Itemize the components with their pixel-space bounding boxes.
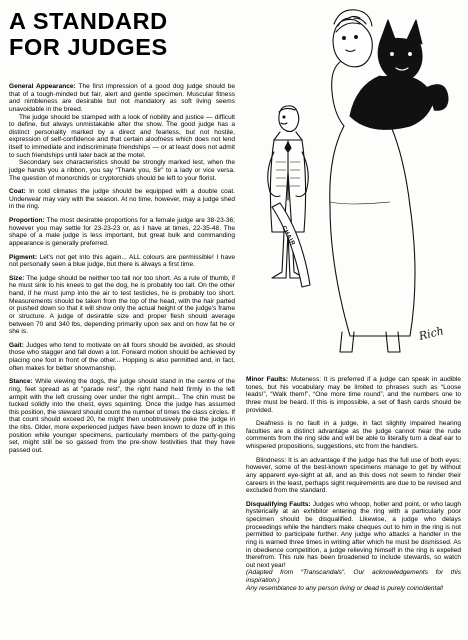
lead-minor-faults: Minor Faults: (246, 376, 289, 383)
footnote-adapted: (Adapted from “Transcandals”. Our acknowledgements for this inspiration.) (246, 569, 461, 584)
lead-size: Size: (9, 274, 25, 282)
lead-stance: Stance: (9, 378, 33, 386)
paragraph-size (9, 275, 235, 336)
right-column-text (246, 376, 461, 592)
paragraph-pigment (9, 254, 235, 269)
paragraph-general-appearance (9, 83, 235, 114)
article-headline (9, 8, 214, 60)
paragraph-minor-faults (246, 376, 461, 414)
headline-line-1: A STANDARD (9, 8, 168, 34)
artist-signature: Rich (417, 324, 446, 343)
paragraph-disqualifying-faults (246, 501, 461, 570)
footnote-disclaimer: Any resemblance to any person living or dead is purely coincidental! (246, 584, 444, 592)
paragraph-stance (9, 378, 235, 454)
text-nobility: The judge should be stamped with a look of nobility and justice — difficult to define, but always unmistakable after the show. The good judge has a distinct personality marked by a direct and fearless, but not hostile, expression of self-confidence and that certain aloofness which does not lend itself to immediate and indiscriminate friendships — or at least does not admit to such friendships until later back at the motel. (9, 113, 235, 159)
text-gait: Judges who tend to motivate on all fours should be avoided, as should those who stagger and fall down a lot. Forward motion should be achieved by placing one foot in front of the other... Hopping is also permitted and, in fact, often makes for better showmanship. (9, 341, 235, 372)
lead-disqualifying-faults: Disqualifying Faults: (246, 500, 311, 508)
text-coat: In cold climates the judge should be equipped with a double coat. Underwear may vary with the season. At no time, however, may a judge shed in the ring. (9, 188, 235, 211)
lead-gait: Gait: (9, 341, 24, 349)
paragraph-nobility (9, 114, 235, 160)
paragraph-sex-characteristics (9, 159, 235, 182)
left-column-text (9, 83, 235, 455)
cartoon-illustration (230, 2, 466, 372)
paragraph-coat (9, 188, 235, 211)
paragraph-deafness (246, 420, 461, 451)
text-deafness: Deafness is no fault in a judge, in fact slightly impaired hearing faculties are a distinct advantage as the judge cannot hear the rude comments from the ring side and will be able to literally turn a deaf ear to whispered propositions, suggestions, etc from the handlers. (246, 420, 461, 450)
text-sex-characteristics: Secondary sex characteristics should be strongly marked lest, when the judge hands you a ribbon, you say “Thank you, Sir” to a lady or vice versa. The question of monorchids or cryptorchids should be left to your florist. (9, 159, 235, 182)
lead-coat: Coat: (9, 188, 26, 196)
paragraph-proportion (9, 217, 235, 248)
sash-label: CHAIR (280, 225, 296, 247)
headline-line-2: FOR JUDGES (9, 34, 168, 60)
paragraph-blindness (246, 457, 461, 495)
text-proportion: The most desirable proportions for a female judge are 38-23-36; however you may settle for 23-23-23 or, as I have at times, 22-35-48. The shape of a male judge is less important, but great bulk and commanding appearance is generally preferred. (9, 217, 235, 247)
text-general-appearance: The first impression of a good dog judge should be that of a tough-minded but fair, alert and gentle specimen. Muscular fitness and nimbleness are desirable but not mandatory as soft living seems unavoidable in the breed. (9, 83, 236, 113)
text-pigment: Let’s not get into this again... ALL colours are permissible! I have not personally seen a blue judge, but there is always a first time. (9, 253, 235, 269)
text-size: The judge should be neither too tall nor too short. As a rule of thumb, if he must sink to his knees to get the dog, he is probably too tall. On the other hand, if he must jump into the air to test testicles, he is probably too short. Measurements should be taken from the top of the head, with the hair parted or pushed down so that it will show only the actual height of the judge’s frame or structure. A judge of desirable size and proper flesh should average between 70 and 340 lbs, depending primarily upon sex and on how fat he or she is. (9, 274, 235, 336)
text-minor-faults: Muteness: It is preferred if a judge can speak in audible tones, but his vocabulary may be limited to phrases such as “Loose leads!”, “Walk them!”, “One more time round”, and the numbers one to three must be heard. If this is impossible, a set of flash cards should be provided. (246, 376, 461, 414)
lead-pigment: Pigment: (9, 253, 38, 261)
lead-proportion: Proportion: (9, 217, 45, 224)
text-blindness: Blindness: It is an advantage if the judge has the full use of both eyes; however, some of the best-known specimens manage to get by without any apparent eye-sight at all, and as this does not seem to hinder their careers in the least, perhaps sight requirements are due to be revised and excluded from the standard. (246, 456, 461, 495)
text-disqualifying-faults: Judges who whoop, holler and point, or who laugh hysterically at an exhibitor entering the ring with a particularly poor specimen should be disqualified. Likewise, a judge who delays proceedings while the handlers make cheques out to him in the ring is not permitted to participate further. Any judge who attacks a handler in the ring is warned three times in writing after which he must be dismissed. As in obedience competition, a judge relieving himself in the ring is expelled therefrom. This rule has been broadened to include stewards, so watch out next year! (246, 500, 461, 569)
paragraph-gait (9, 342, 235, 373)
lead-general-appearance: General Appearance: (9, 83, 76, 90)
text-stance: While viewing the dogs, the judge should stand in the centre of the ring, feet spread as at “parade rest”, the right hand held firmly in the left armpit with the left crossing over under the right armpit... The chin must be tucked solidly into the chest, eyes squinting. Once the judge has assumed this position, the steward should count the number of times the class circles. If that count should exceed 20, he might then unobtrusively poke the judge in the ribs. Older, more experienced judges have been known to doze off in this position while younger specimens, particularly members of the party-going set, might still be so gassed from the pre-show festivities that they have passed out. (9, 378, 235, 454)
cartoon-drawing (230, 2, 466, 372)
